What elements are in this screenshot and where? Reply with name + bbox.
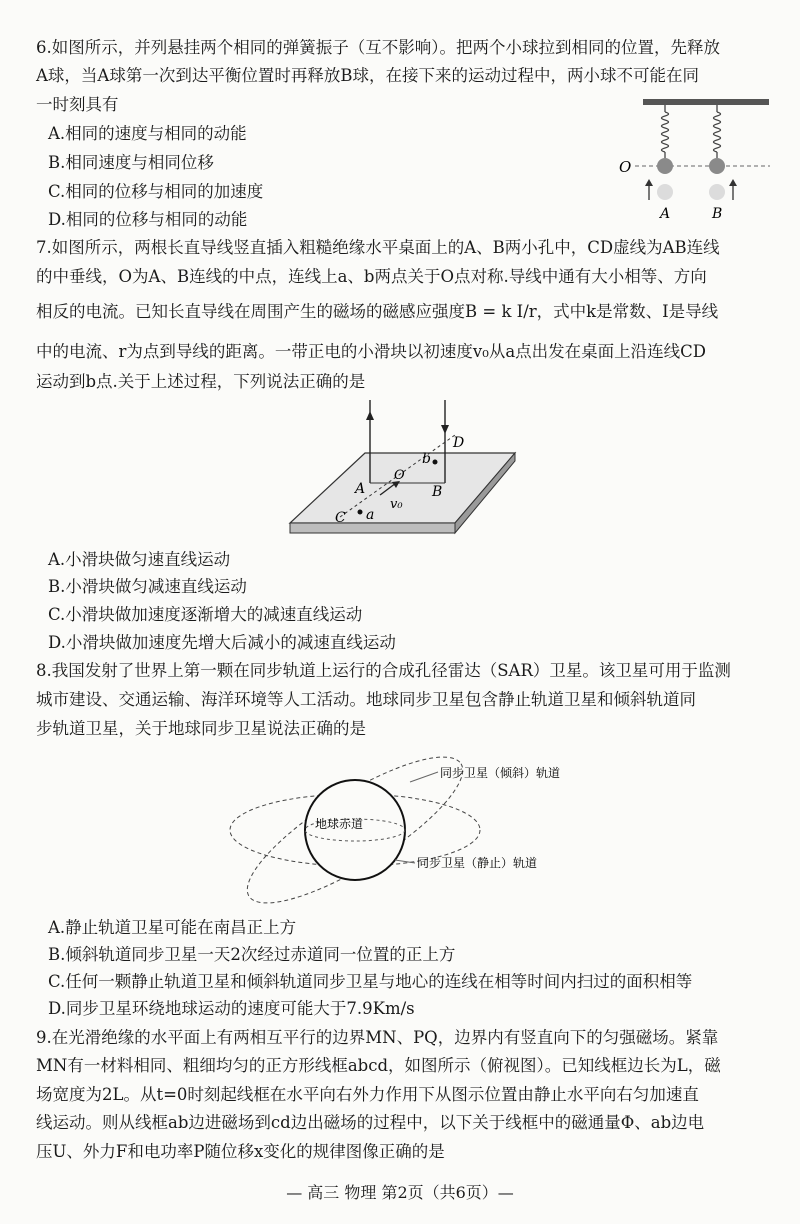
q8-option-a: A.静止轨道卫星可能在南昌正上方 — [48, 918, 297, 937]
q7-label-b-small: b — [422, 451, 431, 467]
q7-label-d: D — [453, 435, 465, 451]
q6-line-1: 6.如图所示，并列悬挂两个相同的弹簧振子（互不影响）。把两个小球拉到相同的位置，先释放 — [36, 38, 720, 57]
q7-line-1: 7.如图所示，两根长直导线竖直插入粗糙绝缘水平桌面上的A、B两小孔中，CD虚线为AB连线 — [36, 238, 720, 257]
q7-option-d: D.小滑块做加速度先增大后减小的减速直线运动 — [48, 633, 396, 652]
q6-line-3: 一时刻具有 — [36, 95, 119, 114]
q7-option-c: C.小滑块做加速度逐渐增大的减速直线运动 — [48, 605, 363, 624]
q9-line-5: 压U、外力F和电功率P随位移x变化的规律图像正确的是 — [36, 1142, 445, 1161]
q7-label-a-small: a — [366, 507, 375, 523]
q7-wires-on-table-figure — [280, 395, 530, 545]
ball-b-icon — [709, 158, 725, 174]
q6-spring-oscillator-figure — [605, 96, 775, 226]
q8-line-1: 8.我国发射了世界上第一颗在同步轨道上运行的合成孔径雷达（SAR）卫星。该卫星可用于监测 — [36, 661, 731, 680]
q6-line-2: A球，当A球第一次到达平衡位置时再释放B球，在接下来的运动过程中，两小球不可能在同 — [36, 66, 699, 85]
q7-label-o: O — [394, 468, 405, 483]
q6-option-a: A.相同的速度与相同的动能 — [48, 124, 247, 143]
q8-label-equator: 地球赤道 — [315, 817, 364, 831]
spring-a-icon — [662, 105, 669, 158]
q7-option-a: A.小滑块做匀速直线运动 — [48, 550, 231, 569]
ball-b-released-icon — [709, 184, 725, 200]
q7-label-b-upper: B — [432, 484, 443, 500]
page-footer: — 高三 物理 第2页（共6页）— — [286, 1183, 514, 1202]
q8-option-b: B.倾斜轨道同步卫星一天2次经过赤道同一位置的正上方 — [48, 945, 456, 964]
q8-line-2: 城市建设、交通运输、海洋环境等人工活动。地球同步卫星包含静止轨道卫星和倾斜轨道同 — [36, 690, 696, 709]
q6-label-o: O — [619, 158, 632, 176]
q8-label-static: 同步卫星（静止）轨道 — [417, 856, 538, 870]
q8-label-inclined: 同步卫星（倾斜）轨道 — [440, 766, 561, 780]
q8-option-c: C.任何一颗静止轨道卫星和倾斜轨道同步卫星与地心的连线在相等时间内扫过的面积相等 — [48, 972, 693, 991]
ball-a-released-icon — [657, 184, 673, 200]
q7-label-a-upper: A — [355, 481, 366, 497]
q9-line-3: 场宽度为2L。从t=0时刻起线框在水平向右外力作用下从图示位置由静止水平向右匀加速直 — [36, 1085, 699, 1104]
q9-line-4: 线运动。则从线框ab边进磁场到cd边出磁场的过程中，以下关于线框中的磁通量Φ、ab边电 — [36, 1113, 705, 1132]
q7-line-3: 相反的电流。已知长直导线在周围产生的磁场的磁感应强度B = k I/r，式中k是常数、I是导线 — [36, 302, 719, 321]
ball-a-icon — [657, 158, 673, 174]
q6-option-c: C.相同的位移与相同的加速度 — [48, 182, 264, 201]
q7-label-c: C — [335, 510, 346, 526]
q6-label-a: A — [660, 206, 671, 222]
q8-orbit-figure — [225, 750, 605, 915]
q7-line-5: 运动到b点.关于上述过程，下列说法正确的是 — [36, 372, 366, 391]
q8-option-d: D.同步卫星环绕地球运动的速度可能大于7.9Km/s — [48, 999, 415, 1018]
q6-label-b: B — [712, 206, 723, 222]
q8-line-3: 步轨道卫星，关于地球同步卫星说法正确的是 — [36, 719, 366, 738]
q6-option-d: D.相同的位移与相同的动能 — [48, 210, 248, 229]
q7-option-b: B.小滑块做匀减速直线运动 — [48, 577, 247, 596]
q7-line-2: 的中垂线，O为A、B连线的中点，连线上a、b两点关于O点对称.导线中通有大小相等、方向 — [36, 267, 707, 286]
q6-option-b: B.相同速度与相同位移 — [48, 153, 214, 172]
q7-label-v0: v₀ — [390, 497, 403, 512]
q9-line-2: MN有一材料相同、粗细均匀的正方形线框abcd，如图所示（俯视图）。已知线框边长为L，磁 — [36, 1056, 721, 1075]
q9-line-1: 9.在光滑绝缘的水平面上有两相互平行的边界MN、PQ，边界内有竖直向下的匀强磁场。紧靠 — [36, 1028, 719, 1047]
q7-line-4: 中的电流、r为点到导线的距离。一带正电的小滑块以初速度v₀从a点出发在桌面上沿连线CD — [36, 342, 707, 361]
spring-b-icon — [714, 105, 721, 158]
